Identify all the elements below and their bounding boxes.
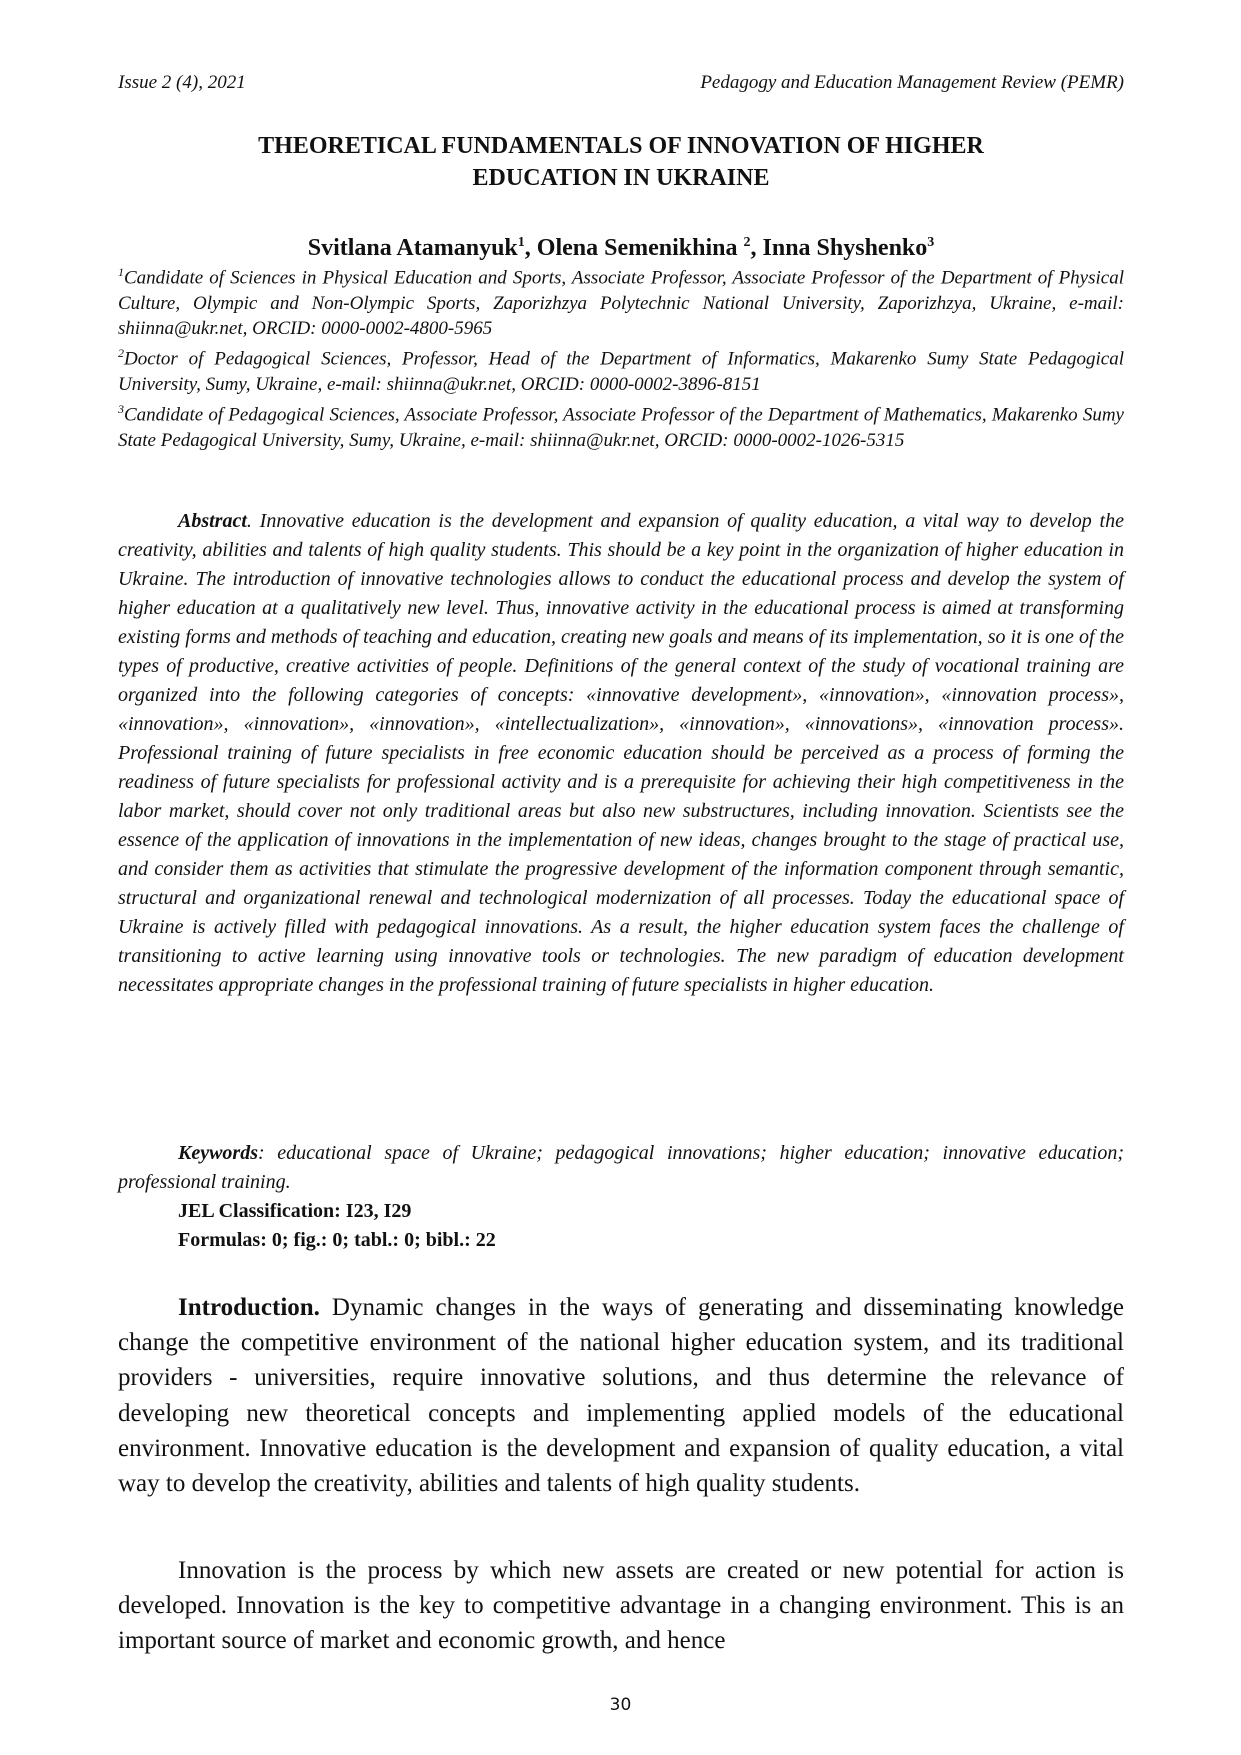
body-paragraph: Innovation is the process by which new assets are created or new potential for action is developed. Innovation is the key to competitive advantage in a changing environment. This is an important source of market and economic growth, and hence	[118, 1557, 1124, 1655]
keywords	[118, 1139, 1124, 1197]
affiliation-sup: 1	[118, 265, 124, 279]
author-separator: ,	[750, 235, 763, 261]
running-header	[118, 72, 1124, 100]
introduction-text: Dynamic changes in the ways of generating and disseminating knowledge change the competitive environment of the national higher education system, and its traditional providers - universities, require innovative solutions, and thus determine the relevance of developing new theoretical concepts and implementing applied models of the educational environment. Innovative education is the development and expansion of quality education, a vital way to develop the creativity, abilities and talents of high quality students.	[118, 1294, 1124, 1498]
jel-classification: JEL Classification: I23, I29	[178, 1200, 412, 1222]
affiliation-text: Doctor of Pedagogical Sciences, Professor, Head of the Department of Informatics, Makarenko Sumy State Pedagogical University, Sumy, Ukraine, e-mail: shiinna@ukr.net, ORCID: 0000-0002-3896-8151	[118, 348, 1124, 395]
introduction-label: Introduction.	[178, 1294, 320, 1321]
issue-label: Issue 2 (4), 2021	[118, 72, 246, 93]
affiliations	[118, 260, 1124, 453]
journal-name: Pedagogy and Education Management Review (PEMR)	[700, 72, 1124, 93]
author-sup: 3	[927, 235, 935, 250]
abstract-label: Abstract	[178, 510, 247, 532]
author-sup: 2	[743, 235, 751, 250]
author-name: Svitlana Atamanyuk	[307, 235, 518, 261]
author-separator: ,	[524, 235, 537, 261]
title-line-2: EDUCATION IN UKRAINE	[472, 165, 770, 191]
introduction-paragraph	[118, 1290, 1124, 1501]
affiliation-sup: 2	[118, 346, 124, 361]
abstract	[118, 507, 1124, 1000]
affiliation-sup: 3	[118, 402, 124, 417]
keywords-text: : educational space of Ukraine; pedagogical innovations; higher education; innovative education; professional training.	[118, 1142, 1124, 1193]
abstract-text: . Innovative education is the development and expansion of quality education, a vital way to develop the creativity, abilities and talents of high quality students. This should be a key point in the organization of higher education in Ukraine. The introduction of innovative technologies allows to conduct the educational process and develop the system of higher education at a qualitatively new level. Thus, innovative activity in the educational process is aimed at transforming existing forms and methods of teaching and education, creating new goals and means of its implementation, so it is one of the types of productive, creative activities of people. Definitions of the general context of the study of vocational training are organized into the following categories of concepts: «innovative development», «innovation», «innovation process», «innovation», «innovation», «innovation», «intellectualization», «innovation», «innovations», «innovation process». Professional training of future specialists in free economic education should be perceived as a process of forming the readiness of future specialists for professional activity and is a prerequisite for achieving their high competitiveness in the labor market, should cover not only traditional areas but also new substructures, including innovation. Scientists see the essence of the application of innovations in the implementation of new ideas, changes brought to the stage of practical use, and consider them as activities that stimulate the progressive development of the information component through semantic, structural and organizational renewal and technological modernization of all processes. Today the educational space of Ukraine is actively filled with pedagogical innovations. As a result, the higher education system faces the challenge of transitioning to active learning using innovative tools or technologies. The new paradigm of education development necessitates appropriate changes in the professional training of future specialists in higher education.	[118, 510, 1124, 996]
affiliation-2	[118, 341, 1124, 397]
paper-title	[118, 130, 1124, 194]
affiliation-3	[118, 397, 1124, 453]
affiliation-1	[118, 260, 1124, 341]
author-sup: 1	[517, 235, 525, 250]
author-name: Olena Semenikhina	[536, 235, 744, 261]
formulas-count: Formulas: 0; fig.: 0; tabl.: 0; bibl.: 22	[178, 1229, 496, 1251]
affiliation-text: Candidate of Pedagogical Sciences, Associate Professor, Associate Professor of the Department of Mathematics, Makarenko Sumy State Pedagogical University, Sumy, Ukraine, e-mail: shiinna@ukr.net, ORCID: 0000-0002-1026-5315	[118, 404, 1124, 451]
title-line-1: THEORETICAL FUNDAMENTALS OF INNOVATION OF HIGHER	[258, 133, 984, 159]
author-list	[118, 228, 1124, 263]
author-name: Inna Shyshenko	[762, 235, 928, 261]
keywords-label: Keywords	[178, 1142, 258, 1164]
page-number: 30	[609, 1695, 632, 1715]
affiliation-text: Candidate of Sciences in Physical Education and Sports, Associate Professor, Associate Professor of the Department of Physical Culture, Olympic and Non-Olympic Sports, Zaporizhzya Polytechnic National University, Zaporizhzya, Ukraine, e-mail: shiinna@ukr.net, ORCID: 0000-0002-4800-5965	[118, 267, 1124, 339]
